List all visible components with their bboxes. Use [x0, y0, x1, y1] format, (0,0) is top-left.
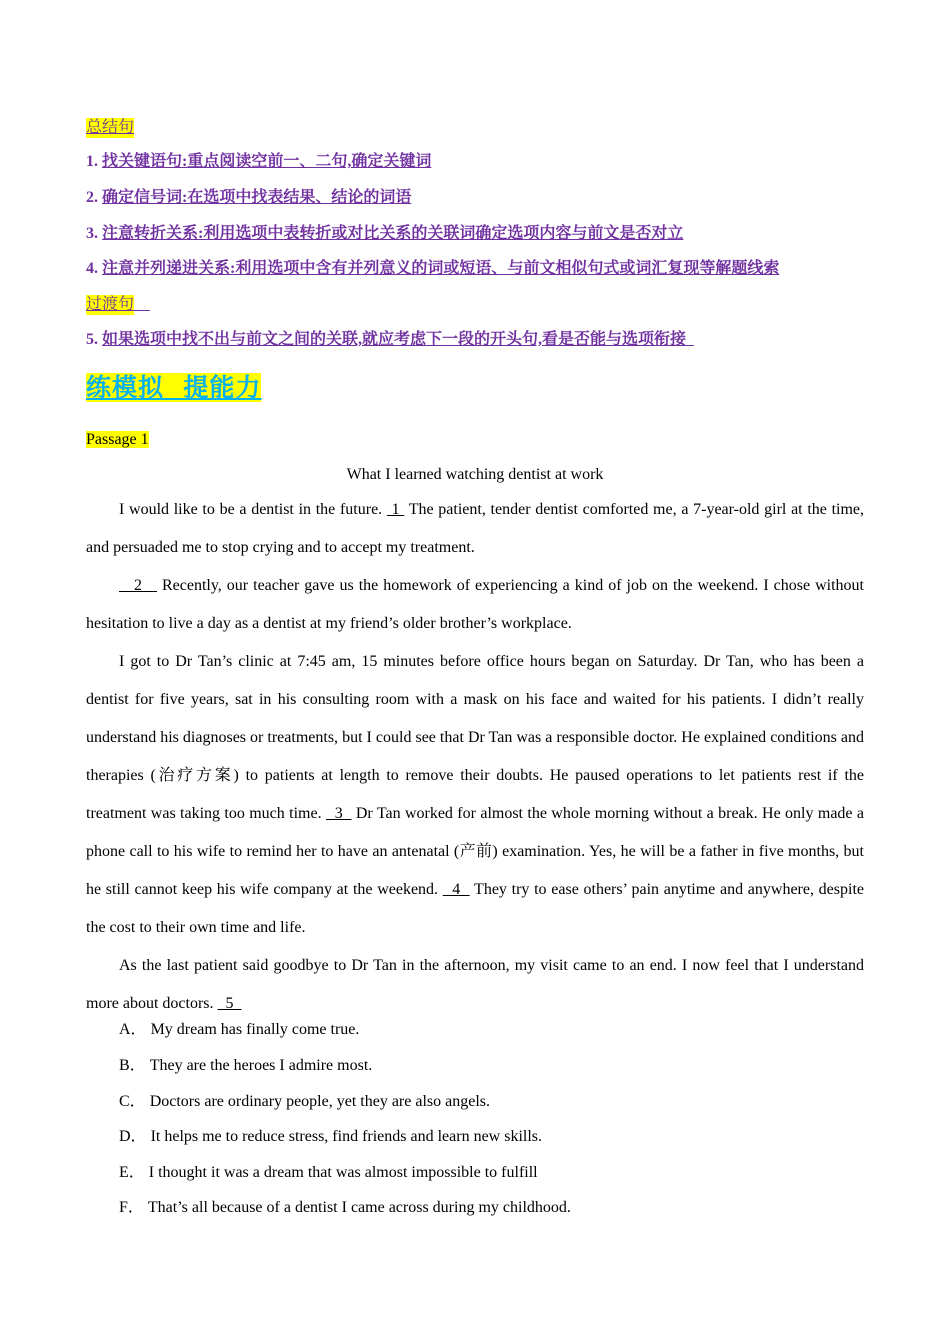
option-e[interactable] — [86, 1163, 897, 1183]
option-letter: D． — [119, 1128, 147, 1145]
paragraph-text: As the last patient said goodbye to Dr Tan in the afternoon, my visit came to an end. I now feel that I understand more about doctors. — [86, 957, 864, 1012]
blank-2[interactable]: 2 — [119, 577, 157, 594]
option-letter: B． — [119, 1057, 146, 1074]
paragraph-text: The patient, tender dentist comforted me, a 7-year-old girl at the time, and persuaded me to stop crying and to accept my treatment. — [86, 501, 865, 556]
tip-text: 注意转折关系:利用选项中表转折或对比关系的关联词确定选项内容与前文是否对立 — [102, 225, 684, 242]
blank-5[interactable]: 5 — [217, 995, 242, 1012]
paragraph-1 — [86, 491, 864, 567]
paragraph-2 — [86, 567, 864, 643]
transition-heading-row — [86, 295, 864, 315]
passage-label: Passage 1 — [86, 431, 149, 448]
option-c[interactable] — [86, 1092, 897, 1112]
tip-number: 5. — [86, 331, 98, 348]
passage-title: What I learned watching dentist at work — [346, 466, 604, 483]
paragraph-text: They try to ease others’ pain anytime and anywhere, despite the cost to their own time and life. — [86, 881, 865, 936]
tip-text: 注意并列递进关系:利用选项中含有并列意义的词或短语、与前文相似句式或词汇复现等解题线索 — [102, 260, 780, 277]
tip-trailing-underline — [686, 331, 694, 348]
option-a[interactable] — [86, 1020, 897, 1040]
option-text: Doctors are ordinary people, yet they are also angels. — [149, 1093, 490, 1110]
blank-4[interactable]: 4 — [442, 881, 470, 898]
paragraph-text: I would like to be a dentist in the future. — [119, 501, 387, 518]
tip-item-1 — [86, 152, 864, 172]
option-text: I thought it was a dream that was almost impossible to fulfill — [148, 1164, 538, 1181]
option-letter: F． — [119, 1199, 144, 1216]
paragraph-text: Dr Tan worked for almost the whole morning without a break. He only made a phone call to his wife to remind her to have an antenatal (产前) examination. Yes, he will be a father in five months, but he still cannot keep his wife company at the weekend. — [86, 805, 864, 898]
paragraph-4 — [86, 947, 864, 1023]
summary-heading-row — [86, 118, 864, 138]
section-title: 练模拟 提能力 — [86, 373, 262, 402]
transition-heading: 过渡句 — [86, 296, 135, 313]
option-letter: C． — [119, 1093, 146, 1110]
option-text: It helps me to reduce stress, find friends and learn new skills. — [150, 1128, 543, 1145]
passage-label-row — [86, 430, 864, 450]
tip-text: 确定信号词:在选项中找表结果、结论的词语 — [102, 189, 412, 206]
option-d[interactable] — [86, 1127, 897, 1147]
option-letter: E． — [119, 1164, 145, 1181]
tip-item-2 — [86, 188, 864, 208]
blank-1[interactable]: 1 — [386, 501, 405, 518]
section-title-row — [86, 372, 864, 404]
option-text: My dream has finally come true. — [150, 1021, 360, 1038]
option-text: That’s all because of a dentist I came across during my childhood. — [147, 1199, 571, 1216]
option-letter: A． — [119, 1021, 147, 1038]
tip-item-4 — [86, 259, 864, 279]
tip-number: 1. — [86, 153, 98, 170]
heading-trailing-underline — [134, 295, 150, 315]
blank-3[interactable]: 3 — [325, 805, 352, 822]
tip-text: 如果选项中找不出与前文之间的关联,就应考虑下一段的开头句,看是否能与选项衔接 — [102, 331, 687, 348]
tip-item-5 — [86, 330, 864, 350]
tip-text: 找关键语句:重点阅读空前一、二句,确定关键词 — [102, 153, 432, 170]
option-b[interactable] — [86, 1056, 897, 1076]
summary-heading: 总结句 — [86, 119, 135, 136]
option-f[interactable] — [86, 1198, 897, 1218]
passage-body — [86, 491, 864, 1023]
tip-number: 2. — [86, 189, 98, 206]
paragraph-text: Recently, our teacher gave us the homework of experiencing a kind of job on the weekend. I chose without hesitation to live a day as a dentist at my friend’s older brother’s workplace. — [86, 577, 864, 632]
tip-number: 4. — [86, 260, 98, 277]
option-text: They are the heroes I admire most. — [149, 1057, 373, 1074]
tip-number: 3. — [86, 225, 98, 242]
paragraph-3 — [86, 643, 864, 947]
tip-item-3 — [86, 224, 864, 244]
paragraph-text: I got to Dr Tan’s clinic at 7:45 am, 15 minutes before office hours began on Saturday. Dr Tan, who has been a dentist for five years, sat in his consulting room with a mask on his face and waited for his patients. I didn’t really understand his diagnoses or treatments, but I could see that Dr Tan was a responsible doctor. He explained conditions and therapies (治疗方案) to patients at length to remove their doubts. He paused operations to let patients rest if the treatment was taking too much time. — [86, 653, 864, 822]
